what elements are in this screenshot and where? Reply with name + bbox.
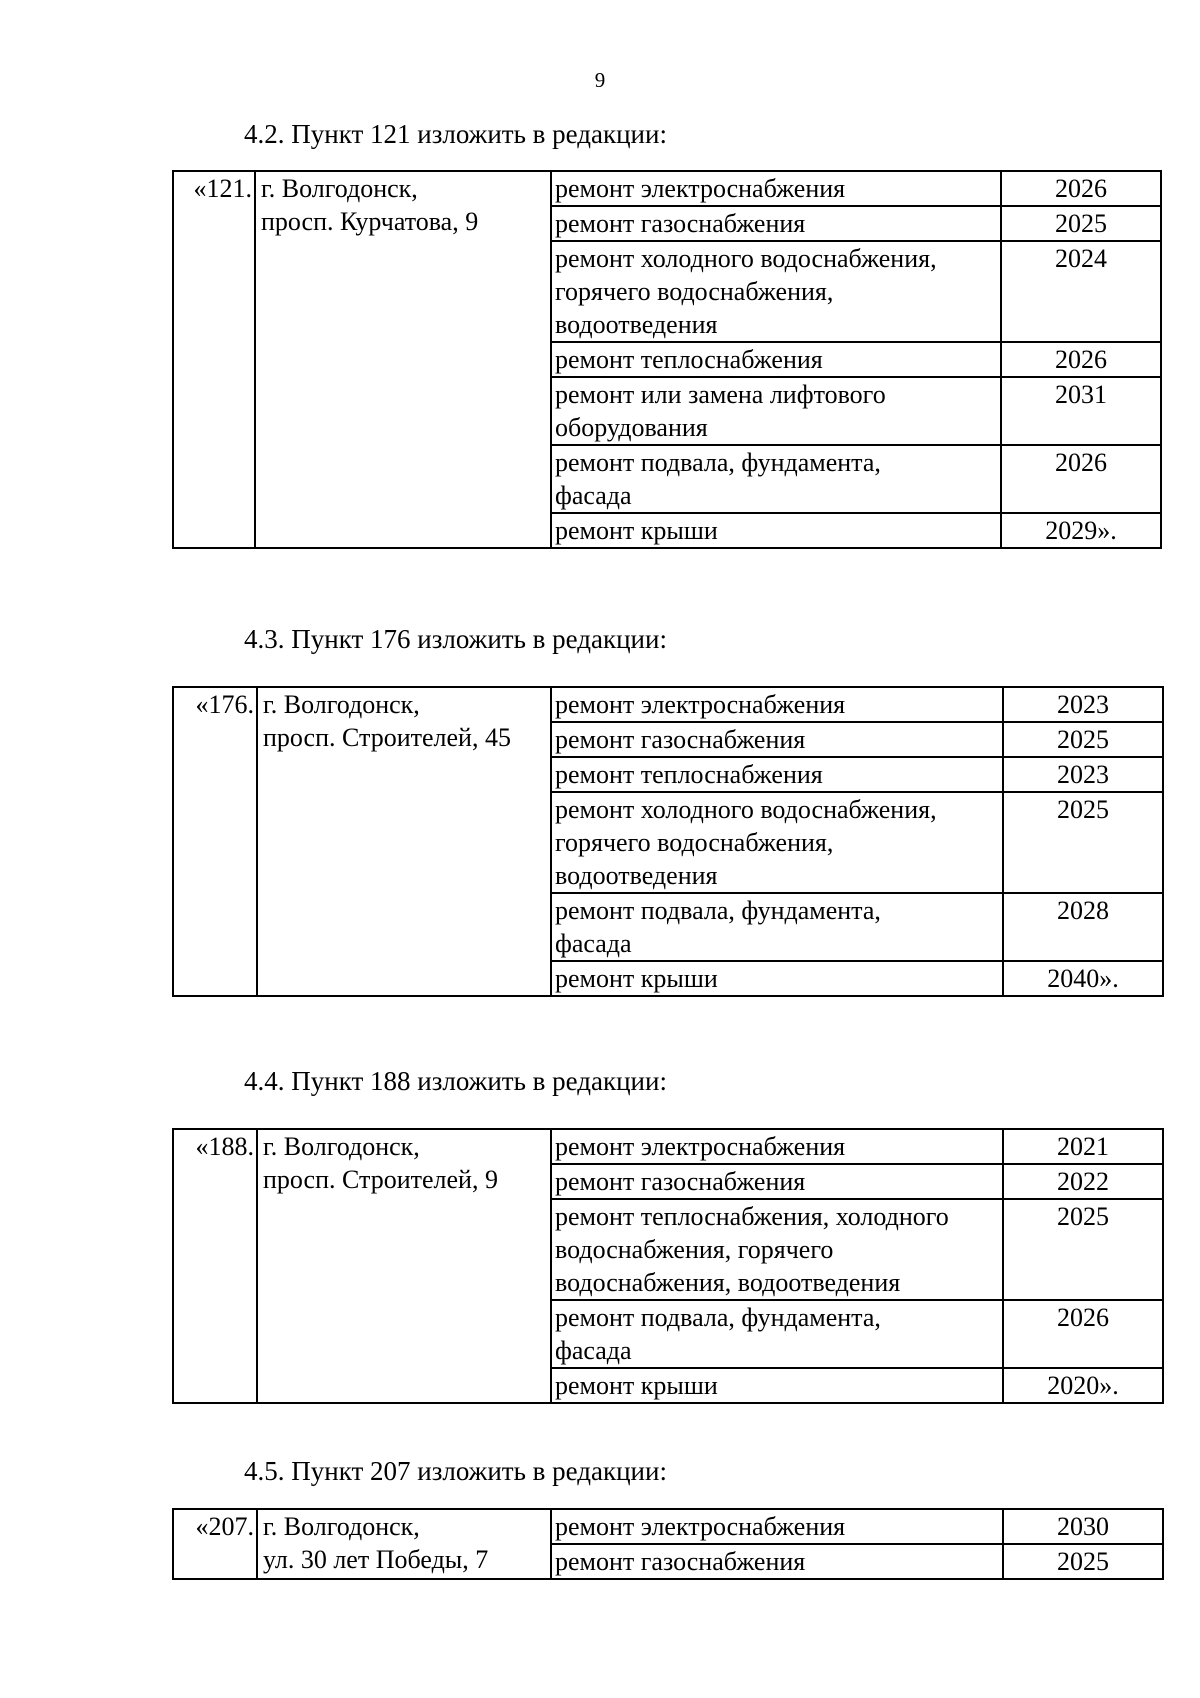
amendment-table <box>172 686 1164 997</box>
address-line: г. Волгодонск, <box>263 1132 420 1161</box>
work-type-cell <box>551 445 1001 513</box>
work-type-cell <box>551 1300 1003 1368</box>
work-type-line: водоснабжения, водоотведения <box>555 1268 901 1297</box>
work-type-cell <box>551 206 1001 241</box>
work-type-line: водоотведения <box>555 310 718 339</box>
work-type-line: водоотведения <box>555 861 718 890</box>
work-type-cell <box>551 1368 1003 1403</box>
address-cell <box>257 1509 551 1579</box>
year-cell: 2022 <box>1003 1164 1163 1199</box>
work-type-line: ремонт или замена лифтового <box>555 380 886 409</box>
year-cell: 2031 <box>1001 377 1161 445</box>
address-line: просп. Строителей, 9 <box>263 1165 498 1194</box>
year-cell: 2040». <box>1003 961 1163 996</box>
work-type-line: ремонт электроснабжения <box>555 1132 846 1161</box>
address-line: ул. 30 лет Победы, 7 <box>263 1545 489 1574</box>
work-type-line: оборудования <box>555 413 708 442</box>
address-line: просп. Строителей, 45 <box>263 723 511 752</box>
year-cell: 2025 <box>1003 1544 1163 1579</box>
work-type-line: горячего водоснабжения, <box>555 828 834 857</box>
work-type-cell <box>551 377 1001 445</box>
work-type-cell <box>551 1129 1003 1164</box>
work-type-line: ремонт холодного водоснабжения, <box>555 795 937 824</box>
work-type-cell <box>551 687 1003 722</box>
item-number: «188. <box>173 1129 257 1403</box>
year-cell: 2025 <box>1003 1199 1163 1300</box>
work-type-line: ремонт подвала, фундамента, <box>555 896 881 925</box>
table-row <box>173 687 1163 722</box>
table-row <box>173 1509 1163 1544</box>
page-number: 9 <box>594 68 606 92</box>
year-cell: 2025 <box>1003 792 1163 893</box>
year-cell: 2026 <box>1001 342 1161 377</box>
address-cell <box>257 687 551 996</box>
year-cell: 2026 <box>1001 171 1161 206</box>
year-cell: 2028 <box>1003 893 1163 961</box>
amendment-table <box>172 1508 1164 1580</box>
item-number: «207. <box>173 1509 257 1579</box>
year-cell: 2020». <box>1003 1368 1163 1403</box>
year-cell: 2024 <box>1001 241 1161 342</box>
address-line: г. Волгодонск, <box>263 1512 420 1541</box>
work-type-cell <box>551 342 1001 377</box>
section-heading: 4.4. Пункт 188 изложить в редакции: <box>244 1066 667 1096</box>
work-type-cell <box>551 893 1003 961</box>
work-type-cell <box>551 513 1001 548</box>
work-type-line: ремонт теплоснабжения, холодного <box>555 1202 949 1231</box>
work-type-cell <box>551 722 1003 757</box>
amendment-table <box>172 1128 1164 1404</box>
work-type-cell <box>551 792 1003 893</box>
table-row <box>173 1129 1163 1164</box>
work-type-line: ремонт газоснабжения <box>555 1547 806 1576</box>
work-type-cell <box>551 1199 1003 1300</box>
address-line: г. Волгодонск, <box>261 174 418 203</box>
section-heading: 4.2. Пункт 121 изложить в редакции: <box>244 119 667 149</box>
work-type-cell <box>551 1509 1003 1544</box>
address-line: г. Волгодонск, <box>263 690 420 719</box>
year-cell: 2029». <box>1001 513 1161 548</box>
work-type-cell <box>551 961 1003 996</box>
year-cell: 2021 <box>1003 1129 1163 1164</box>
work-type-line: ремонт крыши <box>555 1371 718 1400</box>
work-type-line: горячего водоснабжения, <box>555 277 834 306</box>
work-type-cell <box>551 171 1001 206</box>
work-type-line: ремонт газоснабжения <box>555 725 806 754</box>
address-cell <box>255 171 551 548</box>
section-heading: 4.3. Пункт 176 изложить в редакции: <box>244 624 667 654</box>
table-row <box>173 171 1161 206</box>
amendment-table <box>172 170 1162 549</box>
work-type-line: ремонт холодного водоснабжения, <box>555 244 937 273</box>
address-cell <box>257 1129 551 1403</box>
year-cell: 2023 <box>1003 687 1163 722</box>
work-type-cell <box>551 241 1001 342</box>
item-number: «176. <box>173 687 257 996</box>
work-type-line: ремонт электроснабжения <box>555 690 846 719</box>
year-cell: 2025 <box>1001 206 1161 241</box>
work-type-line: ремонт подвала, фундамента, <box>555 1303 881 1332</box>
work-type-line: водоснабжения, горячего <box>555 1235 834 1264</box>
address-line: просп. Курчатова, 9 <box>261 207 479 236</box>
year-cell: 2026 <box>1001 445 1161 513</box>
year-cell: 2023 <box>1003 757 1163 792</box>
work-type-line: фасада <box>555 481 632 510</box>
work-type-line: ремонт теплоснабжения <box>555 345 823 374</box>
work-type-line: фасада <box>555 929 632 958</box>
work-type-line: ремонт подвала, фундамента, <box>555 448 881 477</box>
year-cell: 2030 <box>1003 1509 1163 1544</box>
work-type-line: ремонт электроснабжения <box>555 1512 846 1541</box>
work-type-line: ремонт крыши <box>555 964 718 993</box>
year-cell: 2025 <box>1003 722 1163 757</box>
year-cell: 2026 <box>1003 1300 1163 1368</box>
work-type-cell <box>551 1164 1003 1199</box>
work-type-line: ремонт газоснабжения <box>555 209 806 238</box>
work-type-line: ремонт крыши <box>555 516 718 545</box>
section-heading: 4.5. Пункт 207 изложить в редакции: <box>244 1456 667 1486</box>
work-type-line: ремонт теплоснабжения <box>555 760 823 789</box>
item-number: «121. <box>173 171 255 548</box>
work-type-line: фасада <box>555 1336 632 1365</box>
work-type-cell <box>551 1544 1003 1579</box>
work-type-line: ремонт газоснабжения <box>555 1167 806 1196</box>
work-type-cell <box>551 757 1003 792</box>
work-type-line: ремонт электроснабжения <box>555 174 846 203</box>
